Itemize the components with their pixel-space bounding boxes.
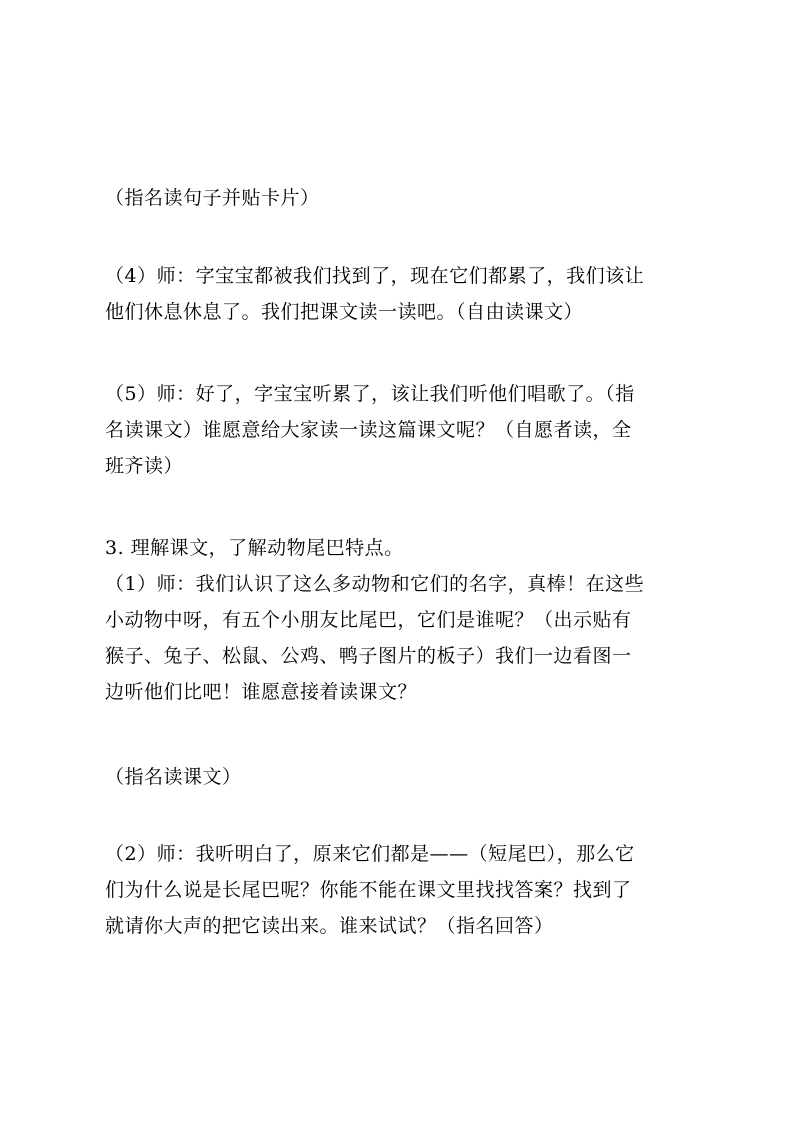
text-line: （指名读课文） — [105, 766, 242, 788]
text-line: （指名读句子并贴卡片） — [105, 187, 320, 209]
text-line: （5）师：好了，字宝宝听累了，该让我们听他们唱歌了。（指 — [105, 383, 635, 405]
paragraph-step-4 — [105, 258, 705, 330]
text-line: （1）师：我们认识了这么多动物和它们的名字，真棒！在这些 — [105, 573, 645, 595]
text-line: 们为什么说是长尾巴呢？你能不能在课文里找找答案？找到了 — [105, 879, 632, 901]
text-line: （2）师：我听明白了，原来它们都是——（短尾巴），那么它 — [105, 843, 635, 865]
text-line: 他们休息休息了。我们把课文读一读吧。（自由读课文） — [105, 301, 584, 323]
text-line: 名读课文）谁愿意给大家读一读这篇课文呢？（自愿者读，全 — [105, 419, 632, 441]
text-line: 就请你大声的把它读出来。谁来试试？（指名回答） — [105, 915, 554, 937]
paragraph-instruction-read-sentences — [105, 180, 705, 216]
paragraph-step-5 — [105, 376, 705, 484]
text-line: （4）师：字宝宝都被我们找到了，现在它们都累了，我们该让 — [105, 265, 645, 287]
section-heading: 3. 理解课文，了解动物尾巴特点。 — [105, 537, 404, 559]
paragraph-step-2 — [105, 836, 705, 944]
section-3-understand-text — [105, 530, 705, 710]
paragraph-instruction-read-text — [105, 759, 705, 795]
text-line: 小动物中呀，有五个小朋友比尾巴，它们是谁呢？（出示贴有 — [105, 609, 632, 631]
text-line: 边听他们比吧！谁愿意接着读课文？ — [105, 681, 418, 703]
text-line: 班齐读） — [105, 455, 184, 477]
text-line: 猴子、兔子、松鼠、公鸡、鸭子图片的板子）我们一边看图一 — [105, 645, 632, 667]
